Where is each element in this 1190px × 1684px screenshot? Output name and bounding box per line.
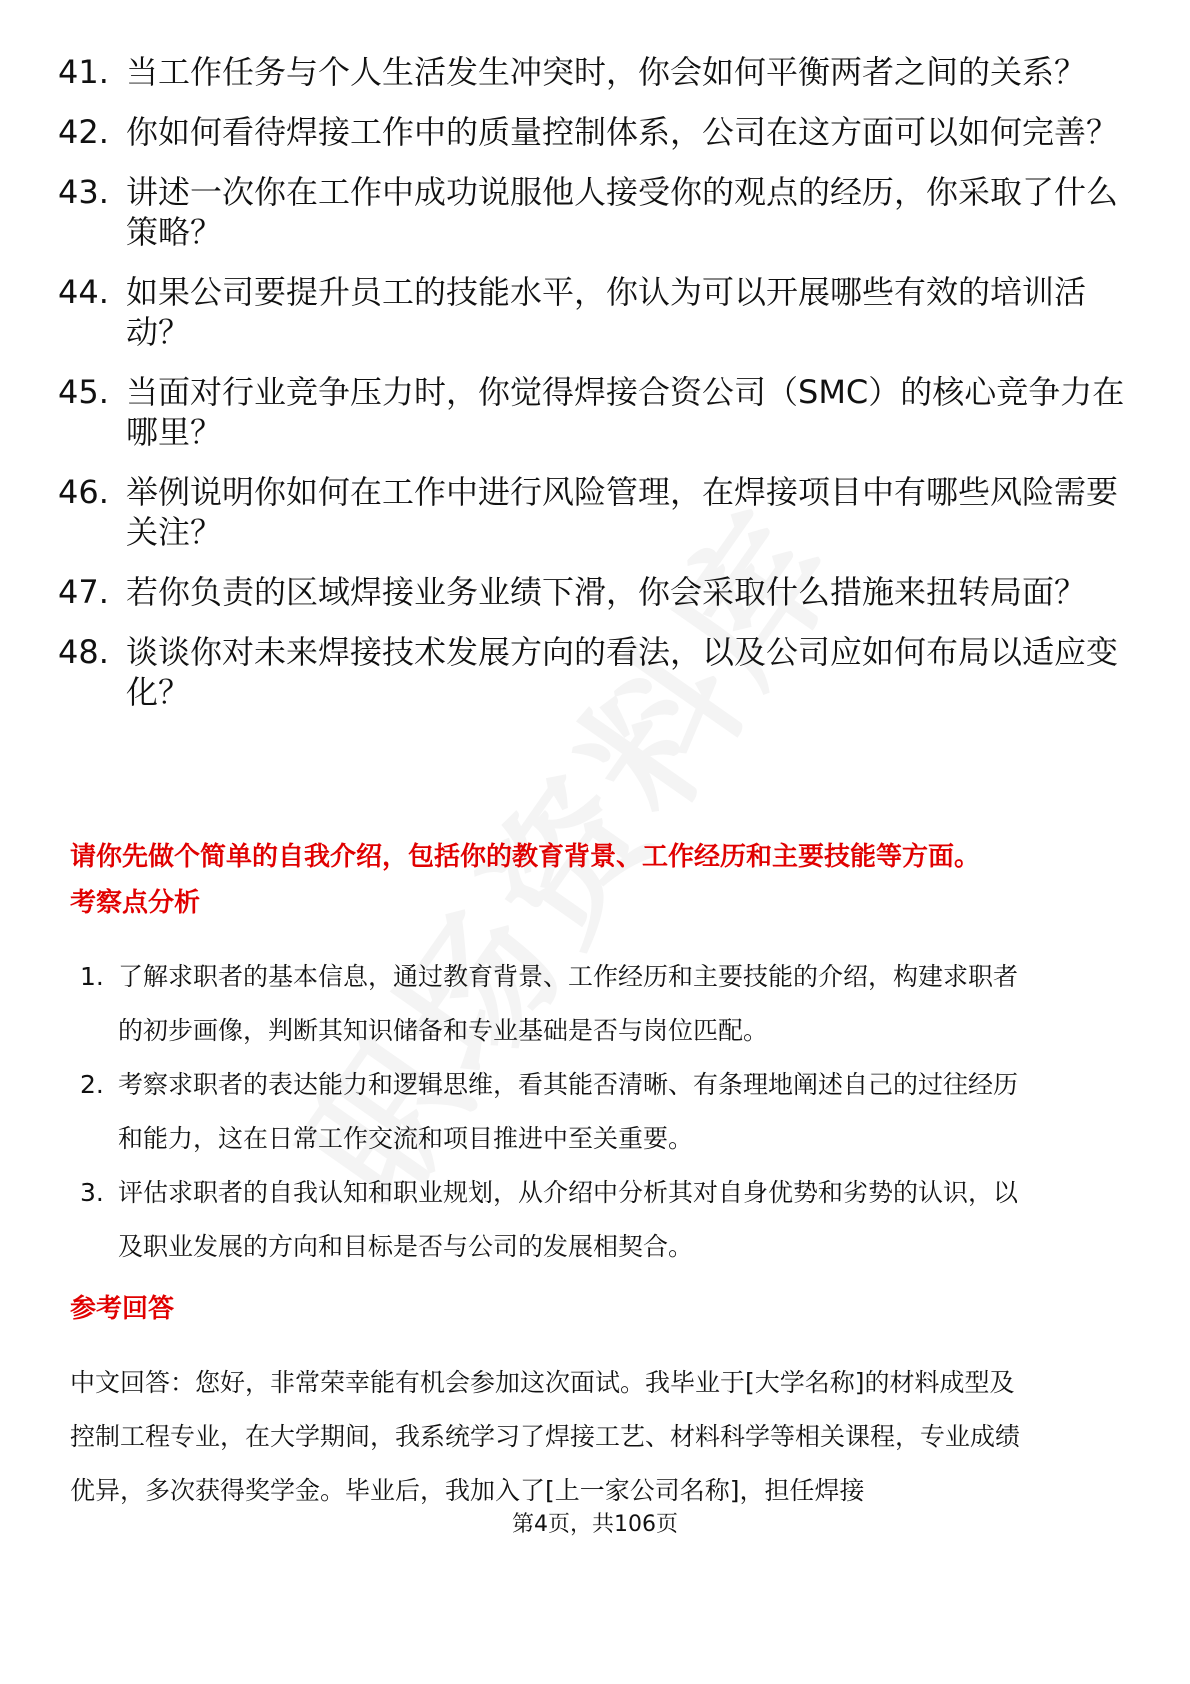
- question-item: [58, 372, 1138, 452]
- analysis-number: 2.: [80, 1070, 104, 1099]
- analysis-item: [80, 950, 1040, 1058]
- question-text: 举例说明你如何在工作中进行风险管理，在焊接项目中有哪些风险需要关注？: [126, 473, 1119, 551]
- question-number: 47.: [58, 573, 109, 611]
- question-text: 当工作任务与个人生活发生冲突时，你会如何平衡两者之间的关系？: [126, 53, 1087, 91]
- answer-paragraph: 中文回答：您好，非常荣幸能有机会参加这次面试。我毕业于[大学名称]的材料成型及控制工程专业，在大学期间，我系统学习了焊接工艺、材料科学等相关课程，专业成绩优异，多次获得奖学金。毕业后，我加入了[上一家公司名称]，担任焊接: [70, 1368, 1021, 1505]
- question-number: 44.: [58, 273, 109, 311]
- question-text: 讲述一次你在工作中成功说服他人接受你的观点的经历，你采取了什么策略？: [126, 173, 1119, 251]
- analysis-item: [80, 1166, 1040, 1274]
- analysis-text: 考察求职者的表达能力和逻辑思维，看其能否清晰、有条理地阐述自己的过往经历和能力，这在日常工作交流和项目推进中至关重要。: [118, 1070, 1019, 1153]
- page-footer: 第4页，共106页: [512, 1512, 678, 1537]
- question-number: 48.: [58, 633, 109, 671]
- analysis-number: 3.: [80, 1178, 104, 1207]
- question-item: [58, 632, 1138, 712]
- analysis-number: 1.: [80, 962, 104, 991]
- analysis-item: [80, 1058, 1040, 1166]
- analysis-heading: 考察点分析: [70, 888, 201, 918]
- question-number: 46.: [58, 473, 109, 511]
- highlight-question: 请你先做个简单的自我介绍，包括你的教育背景、工作经历和主要技能等方面。: [70, 842, 981, 872]
- question-item: [58, 572, 1138, 612]
- question-item: [58, 472, 1138, 552]
- question-item: [58, 112, 1138, 152]
- question-item: [58, 52, 1138, 92]
- question-number: 43.: [58, 173, 109, 211]
- question-text: 当面对行业竞争压力时，你觉得焊接合资公司（SMC）的核心竞争力在哪里？: [126, 373, 1125, 451]
- analysis-text: 了解求职者的基本信息，通过教育背景、工作经历和主要技能的介绍，构建求职者的初步画像，判断其知识储备和专业基础是否与岗位匹配。: [118, 962, 1019, 1045]
- question-text: 如果公司要提升员工的技能水平，你认为可以开展哪些有效的培训活动？: [126, 273, 1087, 351]
- analysis-list: [80, 950, 1040, 1274]
- question-number: 42.: [58, 113, 109, 151]
- analysis-text: 评估求职者的自我认知和职业规划，从介绍中分析其对自身优势和劣势的认识，以及职业发展的方向和目标是否与公司的发展相契合。: [118, 1178, 1019, 1261]
- question-text: 若你负责的区域焊接业务业绩下滑，你会采取什么措施来扭转局面？: [126, 573, 1087, 611]
- question-number: 41.: [58, 53, 109, 91]
- question-number: 45.: [58, 373, 109, 411]
- question-item: [58, 272, 1138, 352]
- question-text: 你如何看待焊接工作中的质量控制体系，公司在这方面可以如何完善？: [126, 113, 1119, 151]
- question-item: [58, 172, 1138, 252]
- answer-heading: 参考回答: [70, 1294, 175, 1324]
- question-text: 谈谈你对未来焊接技术发展方向的看法，以及公司应如何布局以适应变化？: [126, 633, 1119, 711]
- question-list: [58, 52, 1138, 732]
